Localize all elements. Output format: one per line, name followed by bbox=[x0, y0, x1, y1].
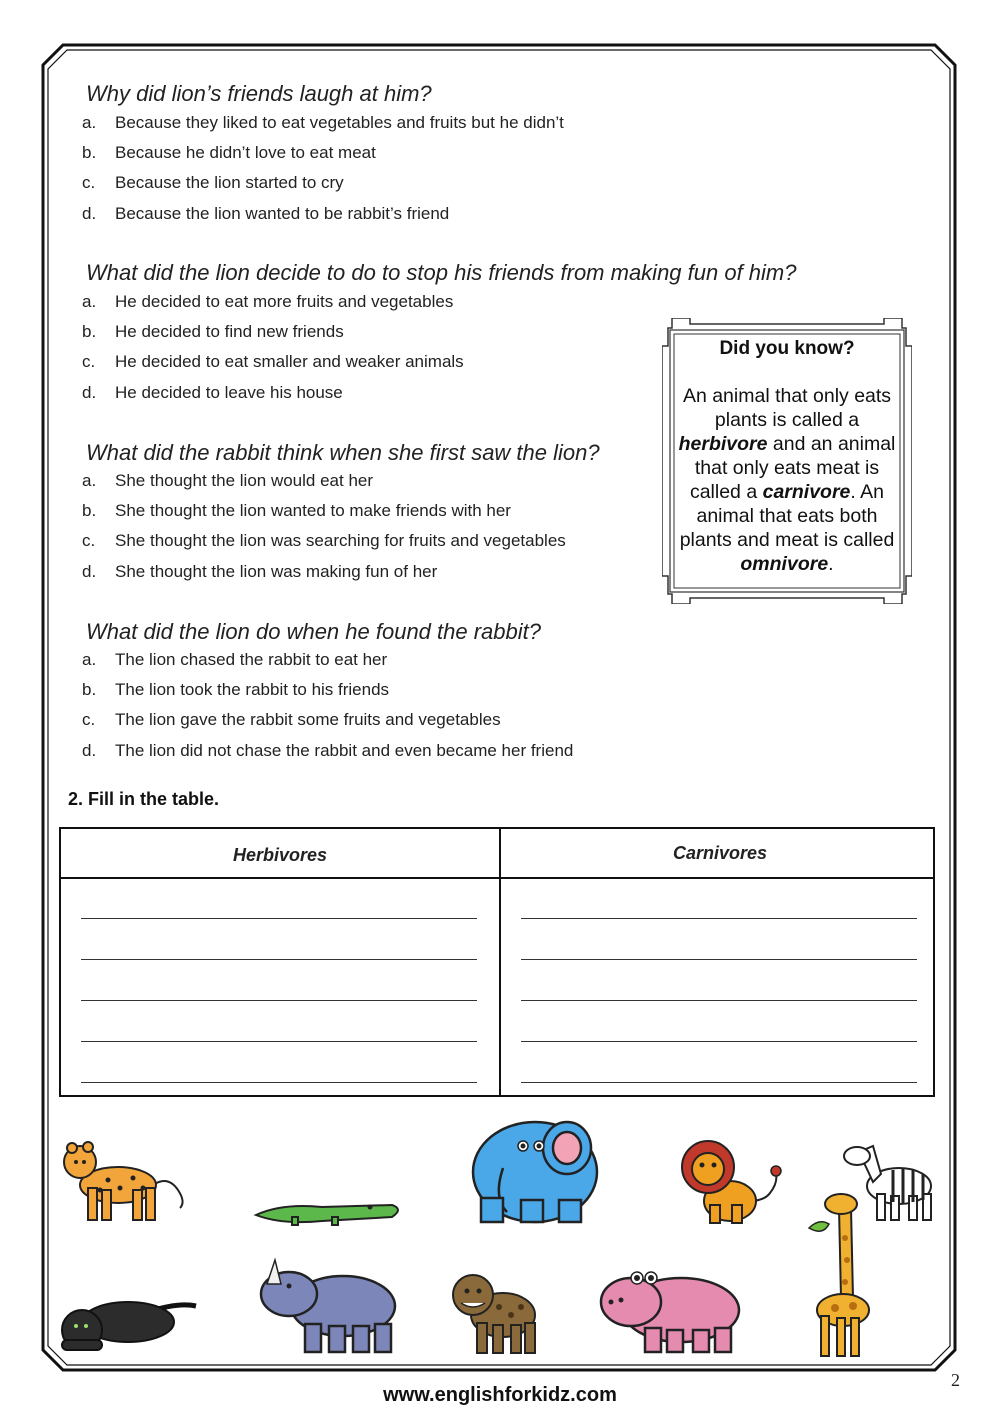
option-letter: b. bbox=[82, 322, 97, 342]
did-you-know-box bbox=[662, 318, 912, 604]
carnivore-answer-line[interactable] bbox=[521, 1041, 917, 1042]
option-text: The lion chased the rabbit to eat her bbox=[115, 650, 388, 669]
page-number: 2 bbox=[951, 1370, 960, 1390]
herbivore-answer-line[interactable] bbox=[81, 1082, 477, 1083]
hippopotamus-illustration bbox=[597, 1262, 745, 1355]
option-letter: c. bbox=[82, 352, 96, 372]
cheetah-illustration bbox=[58, 1130, 193, 1225]
option-letter: a. bbox=[82, 471, 97, 490]
carnivore-answer-line[interactable] bbox=[521, 1082, 917, 1083]
question-3: What did the rabbit think when she first saw the lion? bbox=[86, 440, 600, 465]
crocodile-illustration bbox=[252, 1195, 407, 1230]
fill-in-table bbox=[59, 827, 935, 1097]
hyena-illustration bbox=[447, 1263, 542, 1355]
term-carnivore: carnivore bbox=[762, 481, 851, 503]
option-letter: c. bbox=[82, 710, 96, 730]
website-url[interactable]: www.englishforkidz.com bbox=[383, 1384, 617, 1406]
rhinoceros-illustration bbox=[253, 1254, 411, 1356]
option-3a[interactable] bbox=[82, 470, 566, 500]
option-letter: a. bbox=[82, 113, 97, 132]
option-letter: c. bbox=[82, 173, 96, 193]
option-text: Because the lion started to cry bbox=[115, 173, 344, 193]
option-text: The lion took the rabbit to his friends bbox=[115, 680, 390, 700]
option-3d[interactable] bbox=[82, 561, 566, 591]
did-you-know-title: Did you know? bbox=[719, 338, 855, 359]
herbivore-answer-line[interactable] bbox=[81, 959, 477, 960]
option-text: The lion did not chase the rabbit and even became her friend bbox=[115, 740, 574, 760]
question-2-options bbox=[82, 291, 464, 412]
dyk-text-4: . bbox=[828, 553, 834, 575]
question-2: What did the lion decide to do to stop his friends from making fun of him? bbox=[86, 260, 797, 285]
column-divider bbox=[499, 829, 501, 1095]
option-text: He decided to eat more fruits and vegetables bbox=[115, 292, 454, 311]
carnivore-answer-line[interactable] bbox=[521, 918, 917, 919]
option-letter: b. bbox=[82, 680, 97, 700]
option-letter: b. bbox=[82, 501, 97, 521]
carnivore-answer-line[interactable] bbox=[521, 1000, 917, 1001]
option-text: She thought the lion would eat her bbox=[115, 471, 374, 490]
option-4d[interactable] bbox=[82, 740, 573, 770]
option-4c[interactable] bbox=[82, 709, 573, 739]
panther-illustration bbox=[58, 1282, 203, 1355]
herbivore-answer-line[interactable] bbox=[81, 1000, 477, 1001]
option-text: She thought the lion was making fun of her bbox=[115, 561, 438, 581]
option-text: Because they liked to eat vegetables and fruits but he didn’t bbox=[115, 113, 564, 132]
question-3-options bbox=[82, 470, 566, 591]
carnivore-answer-line[interactable] bbox=[521, 959, 917, 960]
option-letter: b. bbox=[82, 143, 97, 163]
option-text: She thought the lion was searching for fruits and vegetables bbox=[115, 531, 566, 551]
giraffe-illustration bbox=[803, 1188, 883, 1360]
question-1-options bbox=[82, 112, 564, 233]
option-text: Because he didn’t love to eat meat bbox=[115, 143, 376, 163]
elephant-illustration bbox=[463, 1108, 608, 1226]
section-2-title: 2. Fill in the table. bbox=[68, 789, 220, 809]
option-letter: d. bbox=[82, 740, 97, 760]
option-4a[interactable] bbox=[82, 649, 573, 679]
column-header-carnivores: Carnivores bbox=[672, 843, 768, 863]
option-1b[interactable] bbox=[82, 142, 564, 172]
option-letter: a. bbox=[82, 650, 97, 669]
dyk-text-3: . An animal that eats both plants and meat is called bbox=[679, 481, 895, 551]
option-text: He decided to eat smaller and weaker animals bbox=[115, 352, 464, 372]
option-text: She thought the lion wanted to make friends with her bbox=[115, 501, 511, 521]
did-you-know-text bbox=[674, 384, 900, 576]
column-header-herbivores: Herbivores bbox=[232, 845, 328, 865]
option-text: He decided to leave his house bbox=[115, 382, 343, 402]
term-herbivore: herbivore bbox=[678, 433, 768, 455]
option-text: He decided to find new friends bbox=[115, 322, 344, 342]
option-1a[interactable] bbox=[82, 112, 564, 142]
option-2c[interactable] bbox=[82, 351, 464, 381]
option-text: Because the lion wanted to be rabbit’s friend bbox=[115, 203, 450, 223]
dyk-text-1: An animal that only eats plants is called a bbox=[682, 385, 892, 431]
question-4-options bbox=[82, 649, 573, 770]
option-letter: c. bbox=[82, 531, 96, 551]
option-1d[interactable] bbox=[82, 203, 564, 233]
term-omnivore: omnivore bbox=[740, 553, 829, 575]
option-3c[interactable] bbox=[82, 530, 566, 560]
herbivore-answer-line[interactable] bbox=[81, 1041, 477, 1042]
dyk-text-2: and an animal that only eats meat is called a bbox=[689, 433, 896, 503]
question-4: What did the lion do when he found the rabbit? bbox=[86, 619, 541, 644]
option-2a[interactable] bbox=[82, 291, 464, 321]
option-2b[interactable] bbox=[82, 321, 464, 351]
question-1: Why did lion’s friends laugh at him? bbox=[86, 81, 432, 106]
option-3b[interactable] bbox=[82, 500, 566, 530]
option-letter: d. bbox=[82, 203, 97, 223]
option-2d[interactable] bbox=[82, 382, 464, 412]
lion-illustration bbox=[678, 1133, 783, 1225]
header-divider bbox=[61, 877, 933, 879]
option-letter: d. bbox=[82, 382, 97, 402]
option-text: The lion gave the rabbit some fruits and vegetables bbox=[115, 710, 501, 730]
option-letter: a. bbox=[82, 292, 97, 311]
herbivore-answer-line[interactable] bbox=[81, 918, 477, 919]
option-1c[interactable] bbox=[82, 172, 564, 202]
option-4b[interactable] bbox=[82, 679, 573, 709]
option-letter: d. bbox=[82, 561, 97, 581]
